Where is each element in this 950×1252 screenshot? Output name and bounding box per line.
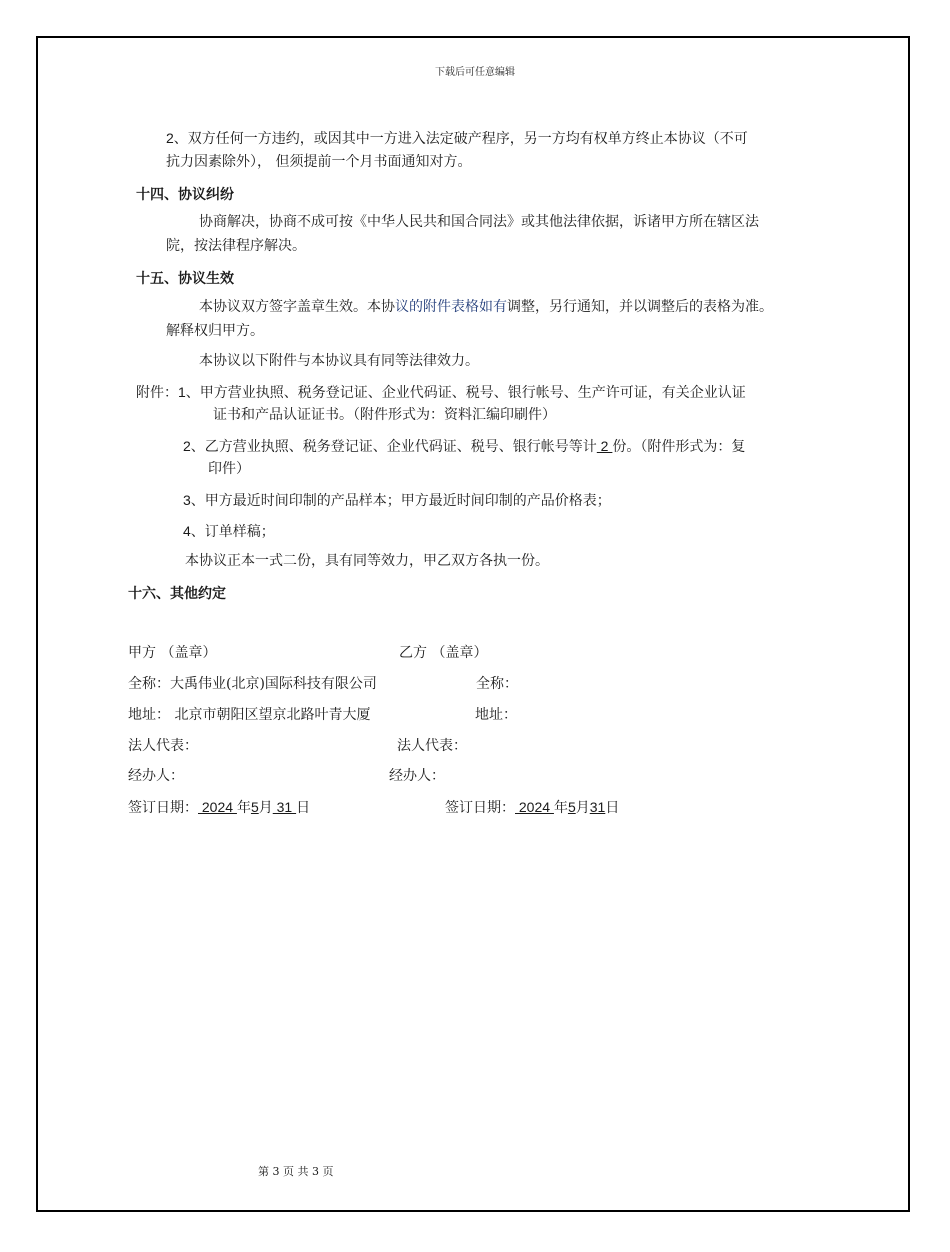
attachment-number: 3 <box>183 492 191 508</box>
party-b-label: 乙方 （盖章） <box>399 645 488 661</box>
attachment-text-end: 份。（附件形式为：复 <box>612 439 746 455</box>
clause15-line1-highlight: 议的附件表格如有 <box>395 299 507 315</box>
month-unit: 月 <box>575 800 590 816</box>
item-text: 、双方任何一方违约，或因其中一方进入法定破产程序，另一方均有权单方终止本协议（不可 <box>173 131 748 147</box>
date-year: 2024 <box>198 799 237 815</box>
page-total: 3 <box>312 1165 319 1178</box>
item-number: 2 <box>166 130 174 146</box>
fullname-value: 大禹伟业(北京)国际科技有限公司 <box>170 676 377 692</box>
day-unit: 日 <box>605 800 620 816</box>
clause15-line3: 本协议以下附件与本协议具有同等法律效力。 <box>199 353 479 369</box>
year-unit: 年 <box>553 800 568 816</box>
clause14-line1: 协商解决，协商不成可按《中华人民共和国合同法》或其他法律依据，诉诸甲方所在辖区法 <box>199 214 759 230</box>
party-b-sign-date <box>445 796 619 819</box>
footer-text: 页 <box>322 1165 334 1178</box>
party-b-handler: 经办人： <box>389 768 445 784</box>
clause15-line2: 解释权归甲方。 <box>166 323 264 339</box>
clause15-heading: 十五、协议生效 <box>136 271 234 287</box>
clause13-item2-line1 <box>166 127 748 150</box>
party-a-fullname <box>128 673 377 695</box>
party-b-legal-rep: 法人代表： <box>397 738 467 754</box>
attachment-number: 2 <box>183 438 191 454</box>
attachment-1-line2: 证书和产品认证证书。（附件形式为：资料汇编印刷件） <box>213 407 556 423</box>
clause13-item2-line2: 抗力因素除外）， 但须提前一个月书面通知对方。 <box>166 154 472 170</box>
attachment-2-line1 <box>183 435 745 458</box>
date-year: 2024 <box>515 799 554 815</box>
date-day: 31 <box>589 799 606 815</box>
party-a-label: 甲方 （盖章） <box>128 645 217 661</box>
attachment-text: 、甲方营业执照、税务登记证、企业代码证、税号、银行帐号、生产许可证，有关企业认证 <box>185 385 746 401</box>
attachment-text: 、订单样稿； <box>190 524 275 540</box>
footer-text: 页 共 <box>283 1165 309 1178</box>
attachment-1-line1 <box>136 381 746 404</box>
month-unit: 月 <box>258 800 273 816</box>
attachment-2-line2: 印件） <box>208 461 250 477</box>
party-a-address <box>128 704 370 726</box>
page-footer <box>258 1163 334 1179</box>
party-a-handler: 经办人： <box>128 768 184 784</box>
attachment-copy-count: 2 <box>596 438 613 454</box>
attachment-text: 、乙方营业执照、税务登记证、企业代码证、税号、银行帐号等计 <box>190 439 597 455</box>
page-number: 3 <box>272 1165 280 1178</box>
date-month: 5 <box>567 799 576 815</box>
attachment-text: 、甲方最近时间印制的产品样本；甲方最近时间印制的产品价格表； <box>190 493 611 509</box>
date-month: 5 <box>250 799 259 815</box>
clause14-line2: 院，按法律程序解决。 <box>166 238 306 254</box>
party-b-address: 地址： <box>475 707 517 723</box>
address-value: 北京市朝阳区望京北路叶青大厦 <box>170 707 371 723</box>
header-note: 下载后可任意编辑 <box>435 67 515 78</box>
fullname-label: 全称： <box>128 676 170 692</box>
attachment-3 <box>183 489 611 512</box>
attachment-number: 4 <box>183 523 191 539</box>
date-label: 签订日期： <box>445 800 515 816</box>
day-unit: 日 <box>296 800 311 816</box>
party-a-legal-rep: 法人代表： <box>128 738 198 754</box>
clause15-line1-part-c: 调整，另行通知，并以调整后的表格为准。 <box>507 299 773 315</box>
footer-text: 第 <box>258 1165 269 1178</box>
date-label: 签订日期： <box>128 800 198 816</box>
address-label: 地址： <box>128 707 170 723</box>
clause15-line1-part-a: 本协议双方签字盖章生效。本协 <box>199 299 395 315</box>
party-a-sign-date <box>128 796 310 819</box>
attachment-label: 附件： <box>136 385 178 401</box>
clause15-line1 <box>199 296 773 318</box>
date-day: 31 <box>272 799 297 815</box>
clause14-heading: 十四、协议纠纷 <box>136 187 234 203</box>
clause16-heading: 十六、其他约定 <box>128 586 226 602</box>
year-unit: 年 <box>236 800 251 816</box>
attachment-4 <box>183 520 275 543</box>
copies-statement: 本协议正本一式二份，具有同等效力，甲乙双方各执一份。 <box>185 553 549 569</box>
party-b-fullname: 全称： <box>476 676 518 692</box>
attachment-number: 1 <box>178 384 186 400</box>
